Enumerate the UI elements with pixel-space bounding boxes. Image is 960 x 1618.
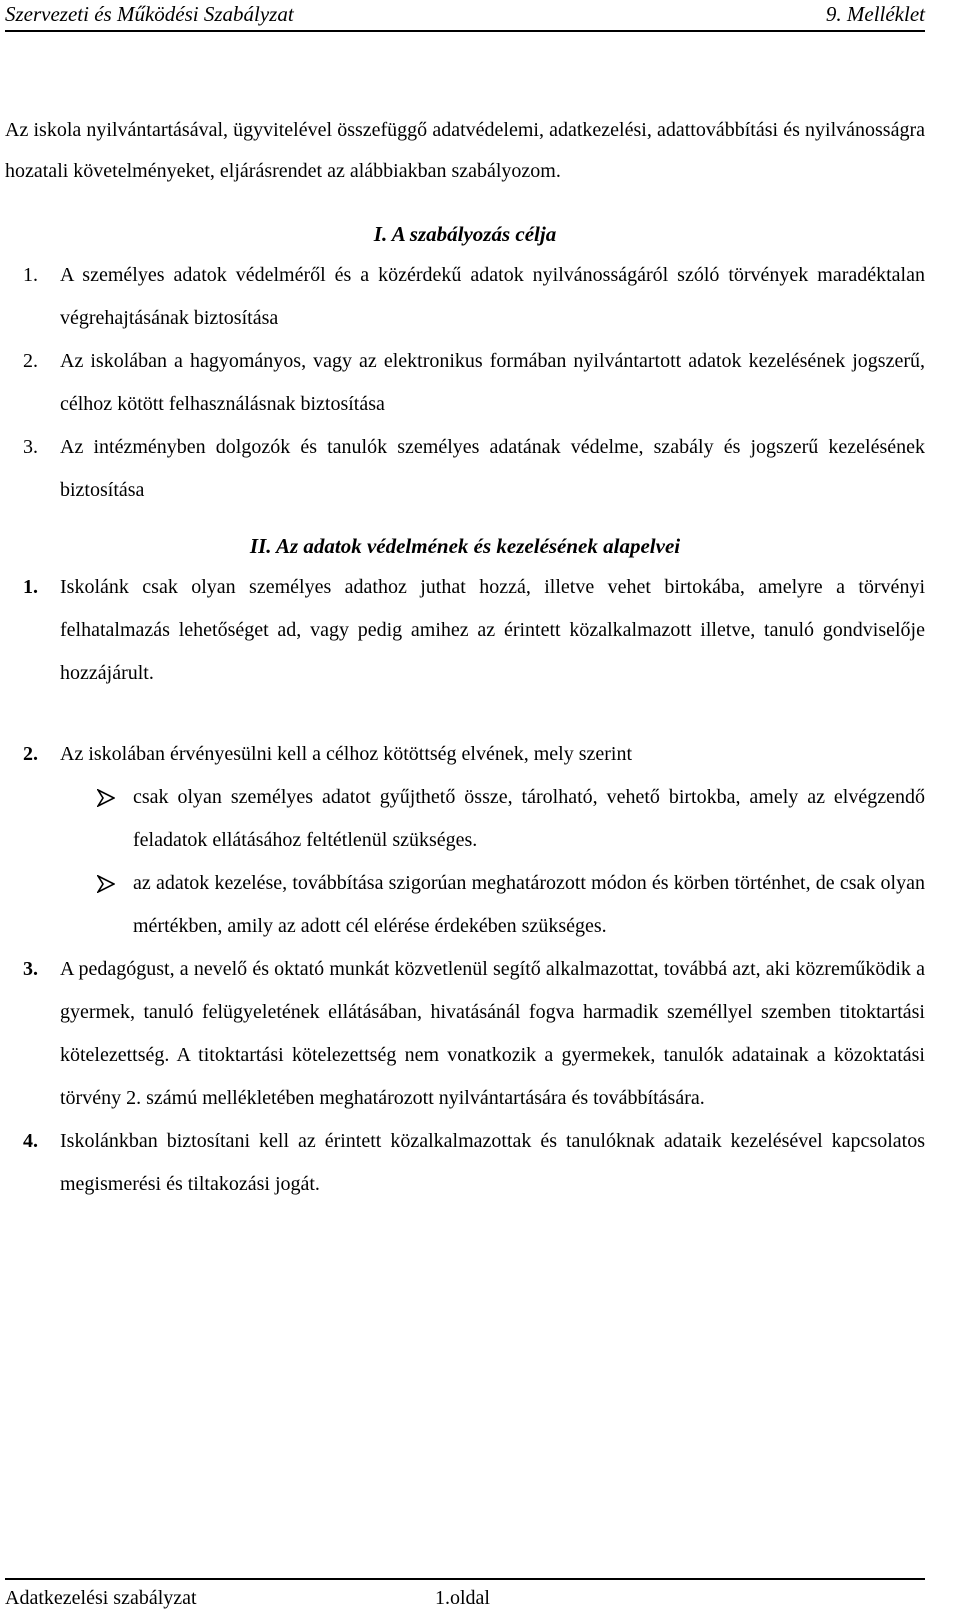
section-2-item-4 — [5, 1120, 925, 1206]
arrowhead-bullet-icon — [97, 789, 115, 807]
section-1-item-2 — [5, 340, 925, 426]
item-text: Iskolánk csak olyan személyes adathoz juthat hozzá, illetve vehet birtokába, amelyre a törvényi felhatalmazás lehetőséget ad, vagy pedig amihez az érintett közalkalmazott illetve, tanuló gondviselője hozzájárult. — [60, 576, 925, 684]
item-number: 1. — [23, 576, 38, 598]
section-1-item-3 — [5, 426, 925, 512]
arrowhead-bullet-icon — [97, 875, 115, 893]
section-2-item-1 — [5, 566, 925, 695]
item-number: 1. — [23, 264, 38, 286]
document-body — [5, 110, 925, 1206]
item-text: Az intézményben dolgozók és tanulók személyes adatának védelme, szabály és jogszerű kezelésének biztosítása — [60, 436, 925, 501]
item-number: 3. — [23, 436, 38, 458]
section-2-bullet-2 — [5, 862, 925, 948]
section-1-title: I. A szabályozás célja — [373, 222, 557, 246]
page-footer — [5, 1578, 925, 1618]
item-text: Iskolánkban biztosítani kell az érintett közalkalmazottak és tanulóknak adataik kezelésével kapcsolatos megismerési és tiltakozási jogát. — [60, 1130, 925, 1195]
item-number: 3. — [23, 958, 38, 980]
item-number: 4. — [23, 1130, 38, 1152]
page-header — [5, 0, 925, 32]
section-2-title: II. Az adatok védelmének és kezelésének alapelvei — [249, 534, 681, 558]
bullet-text: csak olyan személyes adatot gyűjthető össze, tárolható, vehető birtokba, amely az elvégzendő feladatok ellátásához feltétlenül szükséges. — [133, 786, 925, 851]
section-2-item-3 — [5, 948, 925, 1120]
section-2-bullet-1 — [5, 776, 925, 862]
bullet-text: az adatok kezelése, továbbítása szigorúan meghatározott módon és körben történhet, de csak olyan mértékben, amily az adott cél elérése érdekében szükséges. — [133, 872, 925, 937]
header-document-title: Szervezeti és Működési Szabályzat — [5, 2, 294, 26]
section-2-item-2 — [5, 733, 925, 776]
header-appendix-label: 9. Melléklet — [825, 2, 925, 26]
section-1-item-1 — [5, 254, 925, 340]
item-text: Az iskolában érvényesülni kell a célhoz kötöttség elvének, mely szerint — [60, 743, 633, 765]
footer-document-name: Adatkezelési szabályzat — [5, 1587, 197, 1609]
item-text: A személyes adatok védelméről és a közérdekű adatok nyilvánosságáról szóló törvények maradéktalan végrehajtásának biztosítása — [60, 264, 925, 329]
item-number: 2. — [23, 350, 38, 372]
item-text: A pedagógust, a nevelő és oktató munkát közvetlenül segítő alkalmazottat, továbbá azt, aki közreműködik a gyermek, tanuló felügyeletének ellátásában, hivatásánál fogva harmadik személlyel szemben titoktartási kötelezettség. A titoktartási kötelezettség nem vonatkozik a gyermekek, tanulók adatainak a közoktatási törvény 2. számú mellékletében meghatározott nyilvántartására és továbbítására. — [60, 958, 925, 1109]
intro-paragraph: Az iskola nyilvántartásával, ügyvitelével összefüggő adatvédelemi, adatkezelési, adattovábbítási és nyilvánosságra hozatali követelményeket, eljárásrendet az alábbiakban szabályozom. — [5, 119, 925, 182]
item-number: 2. — [23, 743, 38, 765]
footer-page-number: 1.oldal — [435, 1587, 490, 1609]
item-text: Az iskolában a hagyományos, vagy az elektronikus formában nyilvántartott adatok kezelésének jogszerű, célhoz kötött felhasználásnak biztosítása — [60, 350, 925, 415]
